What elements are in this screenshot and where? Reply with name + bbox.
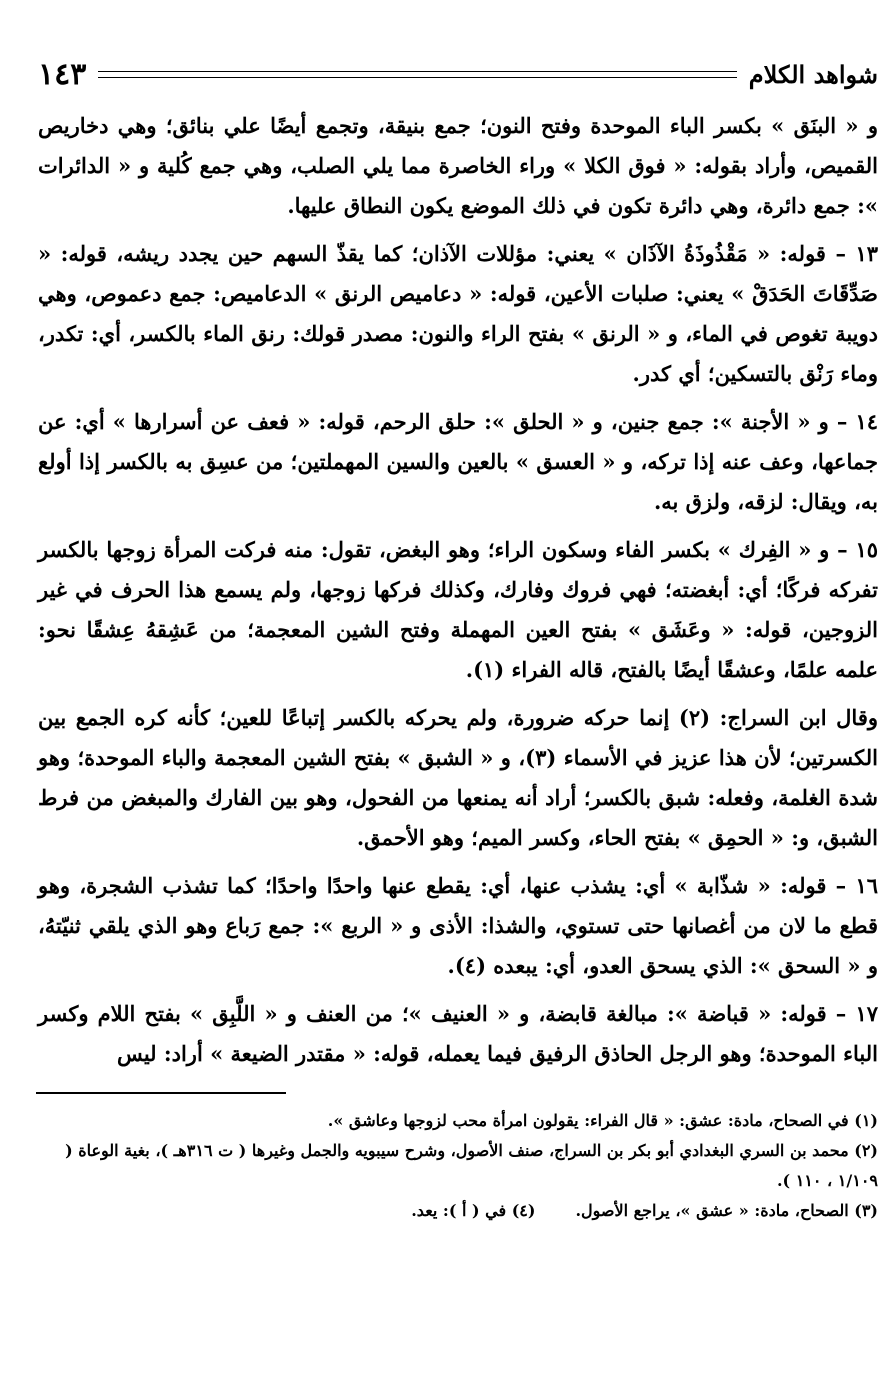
paragraph-ibn-al-sarraj: وقال ابن السراج: (٢) إنما حركه ضرورة، ولم يحركه بالكسر إتباعًا للعين؛ كأنه كره الجمع بين الكسرتين؛ لأن هذا عزيز في الأسماء (٣)، و « الشبق » بفتح الشين المعجمة والباء الموحدة؛ وهو شدة الغلمة، وفعله: شبق بالكسر؛ أراد أنه يمنعها من الفحول، وهو بين الفارك والمبغض من فرط الشبق، و: « الحمِق » بفتح الحاء، وكسر الميم؛ وهو الأحمق.	[38, 705, 878, 850]
body-text	[38, 106, 878, 1074]
footnotes	[38, 1106, 878, 1226]
paragraph-15: ١٥ – و « الفِرك » بكسر الفاء وسكون الراء؛ وهو البغض، تقول: منه فركت المرأة زوجها بالكسر تفركه فركًا؛ أي: أبغضته؛ فهي فروك وفارك، وكذلك فركها زوجها، ولم يسمع هذا الحرف في غير الزوجين، قوله: « وعَشَق » بفتح العين المهملة وفتح الشين المعجمة؛ من عَشِقهُ عِشقًا نحو: علمه علمًا، وعشقًا أيضًا بالفتح، قاله الفراء (١).	[38, 537, 878, 682]
footnote-1: (١) في الصحاح، مادة: عشق: « قال الفراء: يقولون امرأة محب لزوجها وعاشق ».	[327, 1111, 878, 1130]
paragraph-16: ١٦ – قوله: « شذّابة » أي: يشذب عنها، أي: يقطع عنها واحدًا واحدًا؛ كما تشذب الشجرة، وهو قطع ما لان من أغصانها حتى تستوي، والشذا: الأذى و « الربع »: جمع رَباع وهو الذي يلقي ثنيّتهُ، و « السحق »: الذي يسحق العدو، أي: يبعده (٤).	[38, 873, 878, 978]
document-page	[38, 48, 878, 1368]
page-header	[38, 48, 878, 100]
footnote-separator	[36, 1092, 286, 1094]
paragraph-17: ١٧ – قوله: « قباضة »: مبالغة قابضة، و « العنيف »؛ من العنف و « اللَّبِق » بفتح اللام وكسر الباء الموحدة؛ وهو الرجل الحاذق الرفيق فيما يعمله، قوله: « مقتدر الضيعة » أراد: ليس	[38, 1001, 878, 1066]
paragraph-intro: و « البنَق » بكسر الباء الموحدة وفتح النون؛ جمع بنيقة، وتجمع أيضًا علي بنائق؛ وهي دخاريص القميص، وأراد بقوله: « فوق الكلا » وراء الخاصرة مما يلي الصلب، وهي جمع كُلية و « الدائرات »: جمع دائرة، وهي دائرة تكون في ذلك الموضع يكون النطاق عليها.	[38, 113, 878, 218]
running-title: شواهد الكلام	[748, 59, 878, 89]
footnote-4: (٤) في ( أ ): يعد.	[411, 1201, 536, 1220]
footnote-2: (٢) محمد بن السري البغدادي أبو بكر بن السراج، صنف الأصول، وشرح سيبويه والجمل وغيرها ( ت ٣١٦هـ )، بغية الوعاة ( ١/١٠٩ ، ١١٠ ).	[65, 1141, 878, 1190]
paragraph-14: ١٤ – و « الأجنة »: جمع جنين، و « الحلق »: حلق الرحم، قوله: « فعف عن أسرارها » أي: عن جماعها، وعف عنه إذا تركه، و « العسق » بالعين والسين المهملتين؛ من عسِق به بالكسر إذا أولع به، ويقال: لزقه، ولزق به.	[38, 409, 878, 514]
header-double-rule	[98, 71, 736, 78]
page-number: ١٤٣	[38, 56, 87, 92]
footnote-3: (٣) الصحاح، مادة: « عشق »، يراجع الأصول.	[575, 1201, 878, 1220]
footnote-row-3-4	[38, 1196, 878, 1226]
paragraph-13: ١٣ – قوله: « مَقْذُوذَةُ الآذَان » يعني: مؤللات الآذان؛ كما يقذّ السهم حين يجدد ريشه، قوله: « صَدِّقَاتَ الحَدَقْ » يعني: صلبات الأعين، قوله: « دعاميص الرنق » الدعاميص: جمع دعموص، وهي دويبة تغوص في الماء، و « الرنق » بفتح الراء والنون: مصدر قولك: رنق الماء بالكسر، أي: تكدر، وماء رَنْق بالتسكين؛ أي كدر.	[38, 241, 878, 386]
